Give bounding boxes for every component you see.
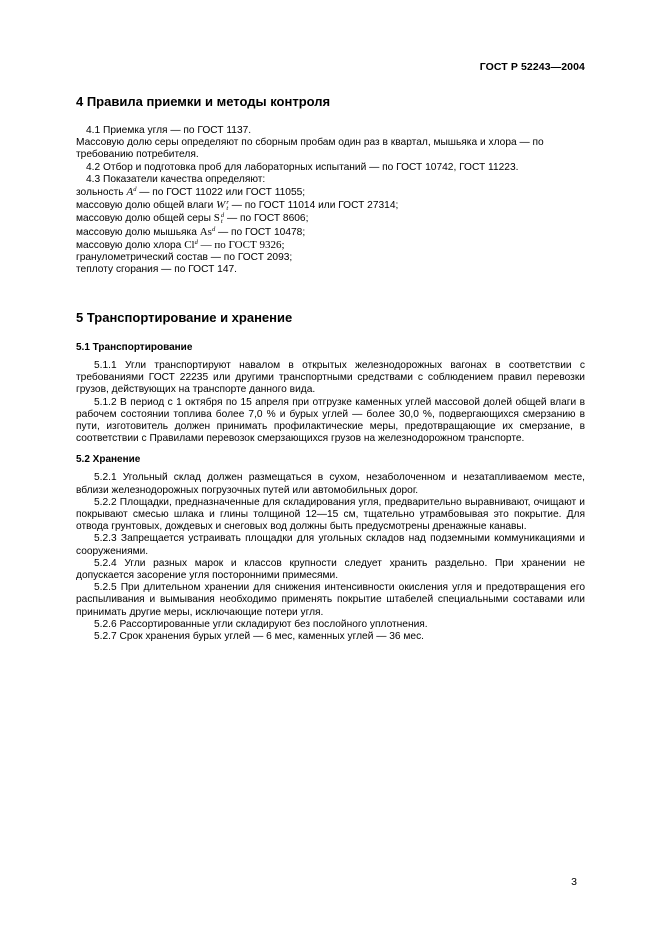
formula-chlorine: Cl <box>184 238 195 251</box>
subsection-5-1-title: 5.1 Транспортирование <box>76 342 193 353</box>
item-granulometry: гранулометрический состав — по ГОСТ 2093; <box>76 252 293 264</box>
section-4-title: 4 Правила приемки и методы контроля <box>76 94 331 109</box>
item-moisture: массовую долю общей влаги W r t — по ГОСТ 11014 или ГОСТ 27314; <box>76 198 399 212</box>
clause-5-1-1: 5.1.1 Угли транспортируют навалом в открытых железнодорожных вагонах в соответствии с требованиями ГОСТ 22235 или другими транспортными средствами с соблюдением правил перевозки грузов, действующих на транспорте данного вида. <box>76 360 585 396</box>
clause-4-1: 4.1 Приемка угля — по ГОСТ 1137. <box>86 125 252 136</box>
clause-5-1-2: 5.1.2 В период с 1 октября по 15 апреля при отгрузке каменных углей массовой долей общей влаги в рабочем состоянии топлива более 7,0 % и бурых углей — более 30,0 %, подвергающихся смерзанию в пути, изготовитель должен принимать профилактические меры, предотвращающие их смерзание, в соответствии с Правилами перевозок смерзающихся грузов на железнодорожном транспорте. <box>76 396 585 445</box>
clause-5-2-1: 5.2.1 Угольный склад должен размещаться в сухом, незаболоченном и незатапливаемом месте, вблизи железнодорожных погрузочных путей или автомобильных дорог. <box>76 472 585 496</box>
item-ash: зольность $A^d$ — по ГОСТ 11022 или ГОСТ 11055; <box>76 186 306 199</box>
subsection-5-1 <box>76 341 585 445</box>
clause-5-2-2: 5.2.2 Площадки, предназначенные для складирования угля, предварительно выравнивают, очищают и покрывают смесью шлака и глины толщиной 12—15 см, тщательно утрамбовывая это покрытие. Для отвода грунтовых, дождевых и снеговых вод должны быть предусмотрены дренажные канавы. <box>76 496 585 533</box>
formula-sulfur: S <box>213 212 220 225</box>
clause-5-2-6: 5.2.6 Рассортированные угли складируют без послойного уплотнения. <box>94 618 428 630</box>
section-5-title: 5 Транспортирование и хранение <box>76 310 293 325</box>
clause-5-2-3: 5.2.3 Запрещается устраивать площадки для угольных складов над подземными коммуникациями и сооружениями. <box>76 533 585 557</box>
item-chlorine: массовую долю хлора Cl$^d$ — по ГОСТ 9326; <box>76 238 285 251</box>
item-arsenic: массовую долю мышьяка As$^d$ — по ГОСТ 10478; <box>76 225 306 238</box>
document-code: ГОСТ Р 52243—2004 <box>479 61 585 73</box>
subsection-5-2-title: 5.2 Хранение <box>76 454 141 466</box>
section-4 <box>76 94 585 276</box>
item-heat: теплоту сгорания — по ГОСТ 147. <box>76 264 237 276</box>
item-sulfur: массовую долю общей серы S d t — по ГОСТ 8606; <box>76 211 309 225</box>
clause-5-2-7: 5.2.7 Срок хранения бурых углей — 6 мес, каменных углей — 36 мес. <box>94 631 425 643</box>
subsection-5-2 <box>76 453 585 643</box>
clause-4-2: 4.2 Отбор и подготовка проб для лабораторных испытаний — по ГОСТ 10742, ГОСТ 11223. <box>86 161 519 173</box>
section-5 <box>76 310 585 651</box>
clause-4-1-text: Массовую долю серы определяют по сборным пробам один раз в квартал, мышьяка и хлора — по требованию потребителя. <box>76 137 544 161</box>
clause-5-2-4: 5.2.4 Угли разных марок и классов крупности следует хранить раздельно. При хранении не допускается засорение угля посторонними примесями. <box>76 557 585 582</box>
formula-ash: A <box>126 186 134 199</box>
clause-5-2-5: 5.2.5 При длительном хранении для снижения интенсивности окисления угля и предотвращения его распыливания и вымывания необходимо применять покрытие штабелей специальными составами или принимать другие меры, исключающие потери угля. <box>76 582 585 618</box>
formula-moisture: W <box>216 199 226 212</box>
page-number: 3 <box>571 876 577 888</box>
clause-4-3: 4.3 Показатели качества определяют: <box>86 173 266 185</box>
formula-arsenic: As <box>199 225 212 238</box>
